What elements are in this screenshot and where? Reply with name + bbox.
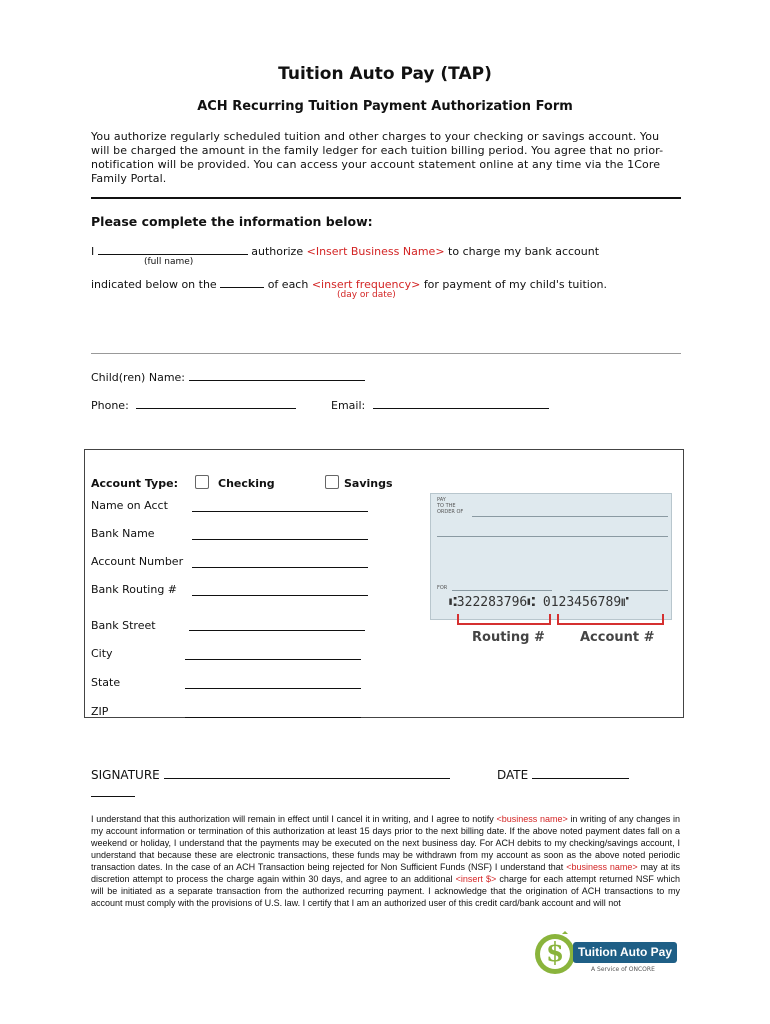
checking-checkbox[interactable]: [195, 475, 209, 489]
bank-name-label: Bank Name: [91, 527, 155, 540]
legal-part-3: may at its discretion attempt to process the charge again within 30 days, and agree to an additional: [91, 862, 681, 884]
email-label: Email:: [331, 399, 366, 412]
micr-line: [449, 595, 629, 610]
account-number-field[interactable]: [192, 567, 368, 568]
logo-dollar-sign: $: [546, 938, 565, 968]
micr-brackets: [455, 612, 670, 628]
savings-label: Savings: [344, 477, 393, 490]
full-name-hint: (full name): [144, 257, 194, 267]
signature-label: SIGNATURE: [91, 768, 160, 782]
phone-label: Phone:: [91, 399, 129, 412]
check-pay-label: [437, 497, 463, 515]
intro-paragraph: You authorize regularly scheduled tuition and other charges to your checking or savings account. You will be charged the amount in the family ledger for each tuition billing period. You agree that no prior-notification will be provided. You can access your account statement online at any time via the 1Core Family Portal.: [91, 130, 664, 185]
city-field[interactable]: [185, 659, 361, 660]
section-heading: Please complete the information below:: [91, 214, 373, 229]
form-title: Tuition Auto Pay (TAP): [278, 64, 492, 84]
signature-field[interactable]: [164, 767, 450, 779]
legal-amount-placeholder: <insert $>: [455, 874, 497, 884]
city-label: City: [91, 647, 113, 660]
legal-part-4: charge for each attempt returned NSF which will be initiated as a separate transaction from the authorized recurring payment. I acknowledge that the origination of ACH transactions to my account must comply with the provisions of U.S. law. I certify that I am an authorized user of this credit card/bank account and will not: [91, 874, 680, 908]
check-for-label: FOR: [437, 585, 448, 591]
auth-middle: authorize: [251, 245, 304, 258]
check-to-the-text: TO THE: [437, 503, 456, 509]
account-type-label: Account Type:: [91, 477, 178, 490]
form-subtitle: ACH Recurring Tuition Payment Authorization Form: [197, 99, 573, 114]
account-caption: Account #: [580, 630, 655, 645]
signature-row: [91, 767, 450, 782]
tuition-auto-pay-logo: [533, 930, 681, 976]
bank-routing-field[interactable]: [192, 595, 368, 596]
legal-business-name-placeholder: <business name>: [496, 814, 568, 824]
check-memo-line: [452, 590, 552, 591]
legal-part-1: I understand that this authorization will remain in effect until I cancel it in writing, and I agree to notify: [91, 814, 494, 824]
business-name-placeholder: <Insert Business Name>: [306, 245, 445, 258]
legal-business-name-placeholder-2: <business name>: [566, 862, 638, 872]
day-field[interactable]: [220, 277, 264, 288]
contact-divider: [91, 353, 681, 354]
day-hint: (day or date): [337, 290, 396, 300]
check-order-of-text: ORDER OF: [437, 509, 464, 515]
state-field[interactable]: [185, 688, 361, 689]
full-name-field[interactable]: [98, 244, 248, 255]
logo-brand-text: Tuition Auto Pay: [573, 942, 677, 963]
phone-field[interactable]: [136, 398, 296, 409]
name-on-acct-label: Name on Acct: [91, 499, 168, 512]
routing-caption: Routing #: [472, 630, 545, 645]
date-row: [497, 767, 629, 782]
email-row: [331, 398, 549, 412]
section-divider: [91, 197, 681, 199]
check-signature-line: [570, 590, 668, 591]
checking-label: Checking: [218, 477, 275, 490]
bank-name-field[interactable]: [192, 539, 368, 540]
logo-tagline: A Service of ONCORE: [591, 966, 655, 973]
account-number: 0123456789⑈: [542, 595, 629, 610]
children-label: Child(ren) Name:: [91, 371, 186, 384]
account-number-label: Account Number: [91, 555, 184, 568]
frequency-line: [91, 277, 607, 291]
check-pay-text: PAY: [437, 497, 446, 503]
freq-suffix: for payment of my child's tuition.: [423, 278, 608, 291]
bank-street-label: Bank Street: [91, 619, 156, 632]
legal-part-2: in writing of any changes in my account information or termination of this authorization at least 15 days prior to the next billing date. If the above noted payment dates fall on a weekend or holiday, I understand that the payments may be executed on the next business day. For ACH debits to my checking/savings account, I understand that because these are electronic transactions, these funds may be withdrawn from my account as soon as the above noted periodic transaction dates. In the case of an ACH Transaction being rejected for Non Sufficient Funds (NSF) I understand that: [91, 814, 680, 872]
signature-field-continued[interactable]: [91, 796, 135, 797]
name-on-acct-field[interactable]: [192, 511, 368, 512]
zip-field[interactable]: [185, 717, 361, 718]
legal-terms-paragraph: [91, 813, 680, 909]
auth-prefix: I: [91, 245, 95, 258]
freq-middle: of each: [267, 278, 309, 291]
children-name-field[interactable]: [189, 370, 365, 381]
savings-checkbox[interactable]: [325, 475, 339, 489]
frequency-placeholder: <insert frequency>: [311, 278, 421, 291]
bank-routing-label: Bank Routing #: [91, 583, 178, 596]
date-field[interactable]: [532, 767, 629, 779]
zip-label: ZIP: [91, 705, 109, 718]
date-label: DATE: [497, 768, 529, 782]
routing-number: ⑆322283796⑆: [449, 595, 536, 610]
phone-row: [91, 398, 296, 412]
children-row: [91, 370, 365, 384]
authorization-line: [91, 244, 599, 258]
state-label: State: [91, 676, 121, 689]
email-field[interactable]: [373, 398, 549, 409]
auth-suffix: to charge my bank account: [448, 245, 600, 258]
bank-street-field[interactable]: [189, 630, 365, 631]
freq-prefix: indicated below on the: [91, 278, 217, 291]
check-amount-line: [437, 536, 668, 537]
check-payee-line: [472, 516, 668, 517]
